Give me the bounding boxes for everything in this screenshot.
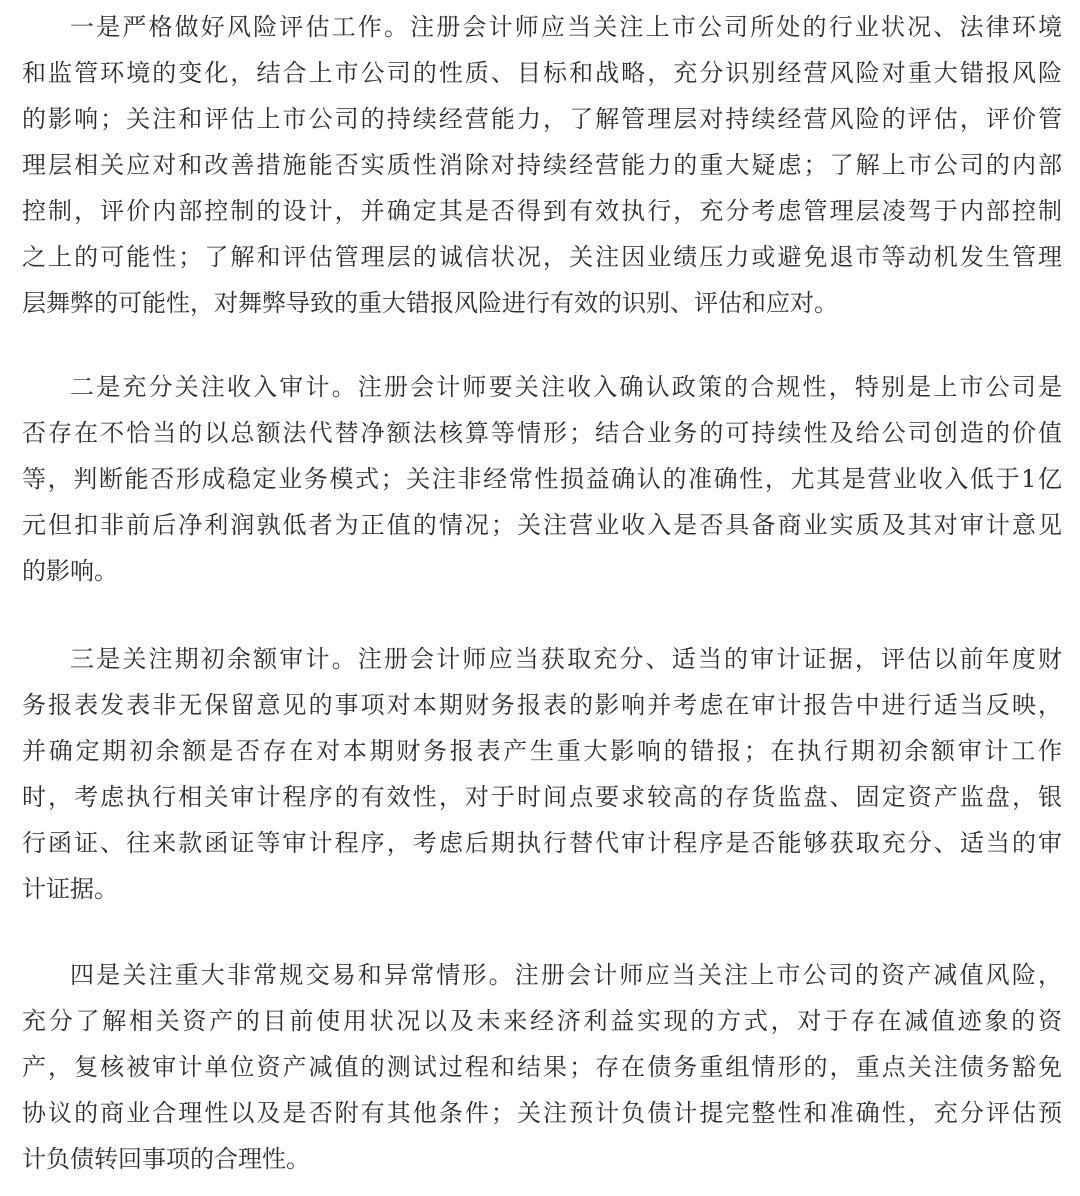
paragraph-line: 和监管环境的变化，结合上市公司的性质、目标和战略，充分识别经营风险对重大错报风险 [22, 59, 1062, 87]
paragraph-line: 的影响。 [22, 557, 118, 585]
paragraph-line: 元但扣非前后净利润孰低者为正值的情况；关注营业收入是否具备商业实质及其对审计意见 [22, 511, 1062, 539]
paragraph-line: 一是严格做好风险评估工作。注册会计师应当关注上市公司所处的行业状况、法律环境 [70, 13, 1062, 41]
paragraph-line: 层舞弊的可能性，对舞弊导致的重大错报风险进行有效的识别、评估和应对。 [22, 289, 838, 317]
paragraph-line: 之上的可能性；了解和评估管理层的诚信状况，关注因业绩压力或避免退市等动机发生管理 [22, 243, 1062, 271]
paragraph-line: 产，复核被审计单位资产减值的测试过程和结果；存在债务重组情形的，重点关注债务豁免 [22, 1053, 1062, 1081]
paragraph-line: 四是关注重大非常规交易和异常情形。注册会计师应当关注上市公司的资产减值风险， [70, 961, 1062, 989]
paragraph-line: 充分了解相关资产的目前使用状况以及未来经济利益实现的方式，对于存在减值迹象的资 [22, 1007, 1062, 1035]
paragraph-line: 计证据。 [22, 875, 118, 903]
paragraph-line: 三是关注期初余额审计。注册会计师应当获取充分、适当的审计证据，评估以前年度财 [70, 645, 1062, 673]
paragraph-line: 并确定期初余额是否存在对本期财务报表产生重大影响的错报；在执行期初余额审计工作 [22, 737, 1062, 765]
paragraph-line: 否存在不恰当的以总额法代替净额法核算等情形；结合业务的可持续性及给公司创造的价值 [22, 419, 1062, 447]
paragraph-line: 时，考虑执行相关审计程序的有效性，对于时间点要求较高的存货监盘、固定资产监盘，银 [22, 783, 1062, 811]
paragraph-line: 控制，评价内部控制的设计，并确定其是否得到有效执行，充分考虑管理层凌驾于内部控制 [22, 197, 1062, 225]
paragraph-line: 计负债转回事项的合理性。 [22, 1145, 310, 1173]
paragraph-line: 的影响；关注和评估上市公司的持续经营能力，了解管理层对持续经营风险的评估，评价管 [22, 105, 1062, 133]
paragraph-line: 务报表发表非无保留意见的事项对本期财务报表的影响并考虑在审计报告中进行适当反映， [22, 691, 1062, 719]
paragraph-line: 协议的商业合理性以及是否附有其他条件；关注预计负债计提完整性和准确性，充分评估预 [22, 1099, 1062, 1127]
paragraph-line: 理层相关应对和改善措施能否实质性消除对持续经营能力的重大疑虑；了解上市公司的内部 [22, 151, 1062, 179]
paragraph-line: 行函证、往来款函证等审计程序，考虑后期执行替代审计程序是否能够获取充分、适当的审 [22, 829, 1062, 857]
paragraph-line: 二是充分关注收入审计。注册会计师要关注收入确认政策的合规性，特别是上市公司是 [70, 373, 1062, 401]
paragraph-line: 等，判断能否形成稳定业务模式；关注非经常性损益确认的准确性，尤其是营业收入低于1亿 [22, 465, 1062, 493]
